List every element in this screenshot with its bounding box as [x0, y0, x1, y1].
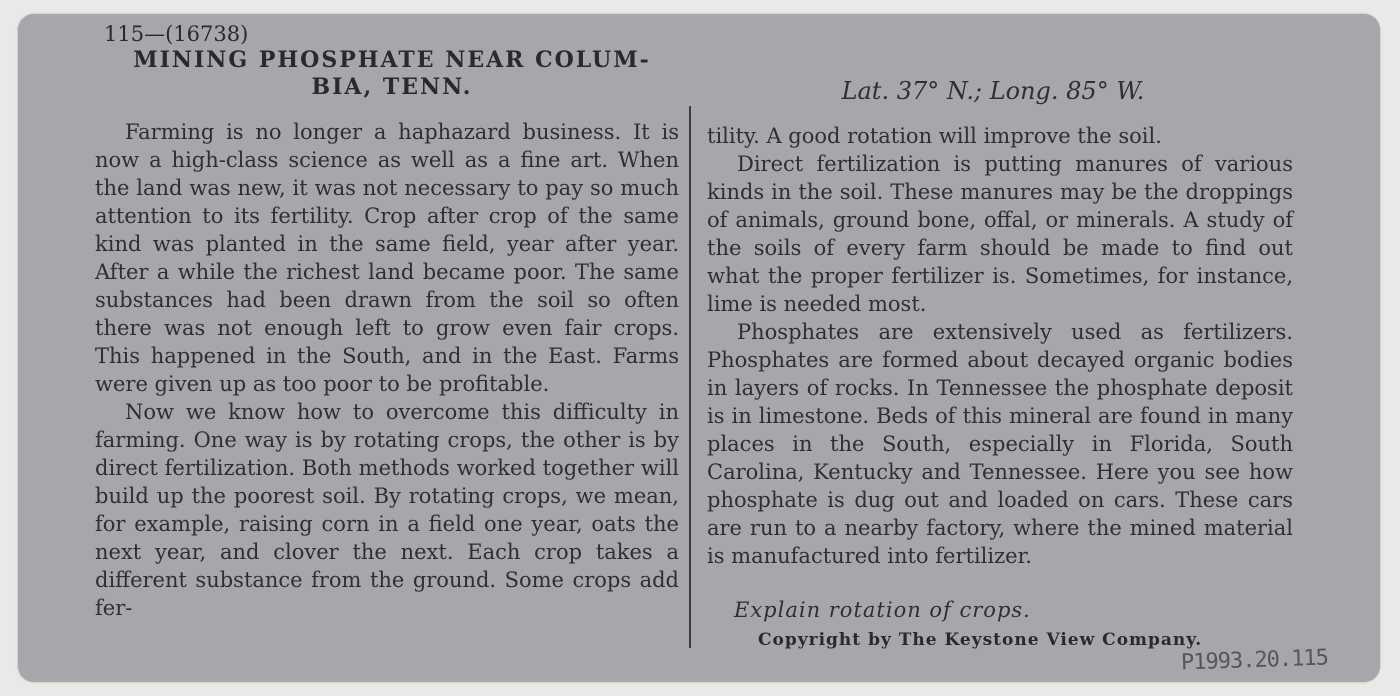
- study-question: Explain rotation of crops.: [734, 598, 1031, 622]
- title-line-2: BIA, TENN.: [311, 74, 473, 100]
- accession-number: P1993.20.115: [1180, 645, 1329, 676]
- stereograph-card-back: [18, 14, 1380, 682]
- card-number: 115—(16738): [104, 22, 249, 46]
- column-divider: [689, 106, 691, 648]
- paragraph: Phosphates are extensively used as fertilizers. Phosphates are formed about decayed organic bodies in layers of rocks. In Tennessee the phosphate deposit is in limestone. Beds of this mineral are found in many places in the South, especially in Florida, South Carolina, Kentucky and Tennessee. Here you see how phosphate is dug out and loaded on cars. These cars are run to a nearby factory, where the mined material is manufactured into fertilizer.: [707, 320, 1293, 568]
- paragraph: tility. A good rotation will improve the soil.: [707, 124, 1162, 148]
- card-title: [102, 47, 682, 101]
- coordinates: Lat. 37° N.; Long. 85° W.: [841, 77, 1145, 105]
- paragraph: Direct fertilization is putting manures of various kinds in the soil. These manures may be the droppings of animals, ground bone, offal, or minerals. A study of the soils of every farm should be made to find out what the proper fertilizer is. Sometimes, for instance, lime is needed most.: [707, 152, 1293, 316]
- paragraph: Now we know how to overcome this difficulty in farming. One way is by rotating crops, the other is by direct fertilization. Both methods worked together will build up the poorest soil. By rotating crops, we mean, for example, raising corn in a field one year, oats the next year, and clover the next. Each crop takes a different substance from the ground. Some crops add fer-: [95, 400, 679, 620]
- copyright-notice: Copyright by The Keystone View Company.: [758, 630, 1203, 650]
- left-column: [95, 118, 679, 622]
- title-line-1: MINING PHOSPHATE NEAR COLUM-: [133, 47, 651, 73]
- paragraph: Farming is no longer a haphazard business. It is now a high-class science as well as a fine art. When the land was new, it was not necessary to pay so much attention to its fertility. Crop after crop of the same kind was planted in the same field, year after year. After a while the richest land became poor. The same substances had been drawn from the soil so often there was not enough left to grow even fair crops. This happened in the South, and in the East. Farms were given up as too poor to be profitable.: [95, 120, 679, 396]
- right-column: [707, 122, 1293, 570]
